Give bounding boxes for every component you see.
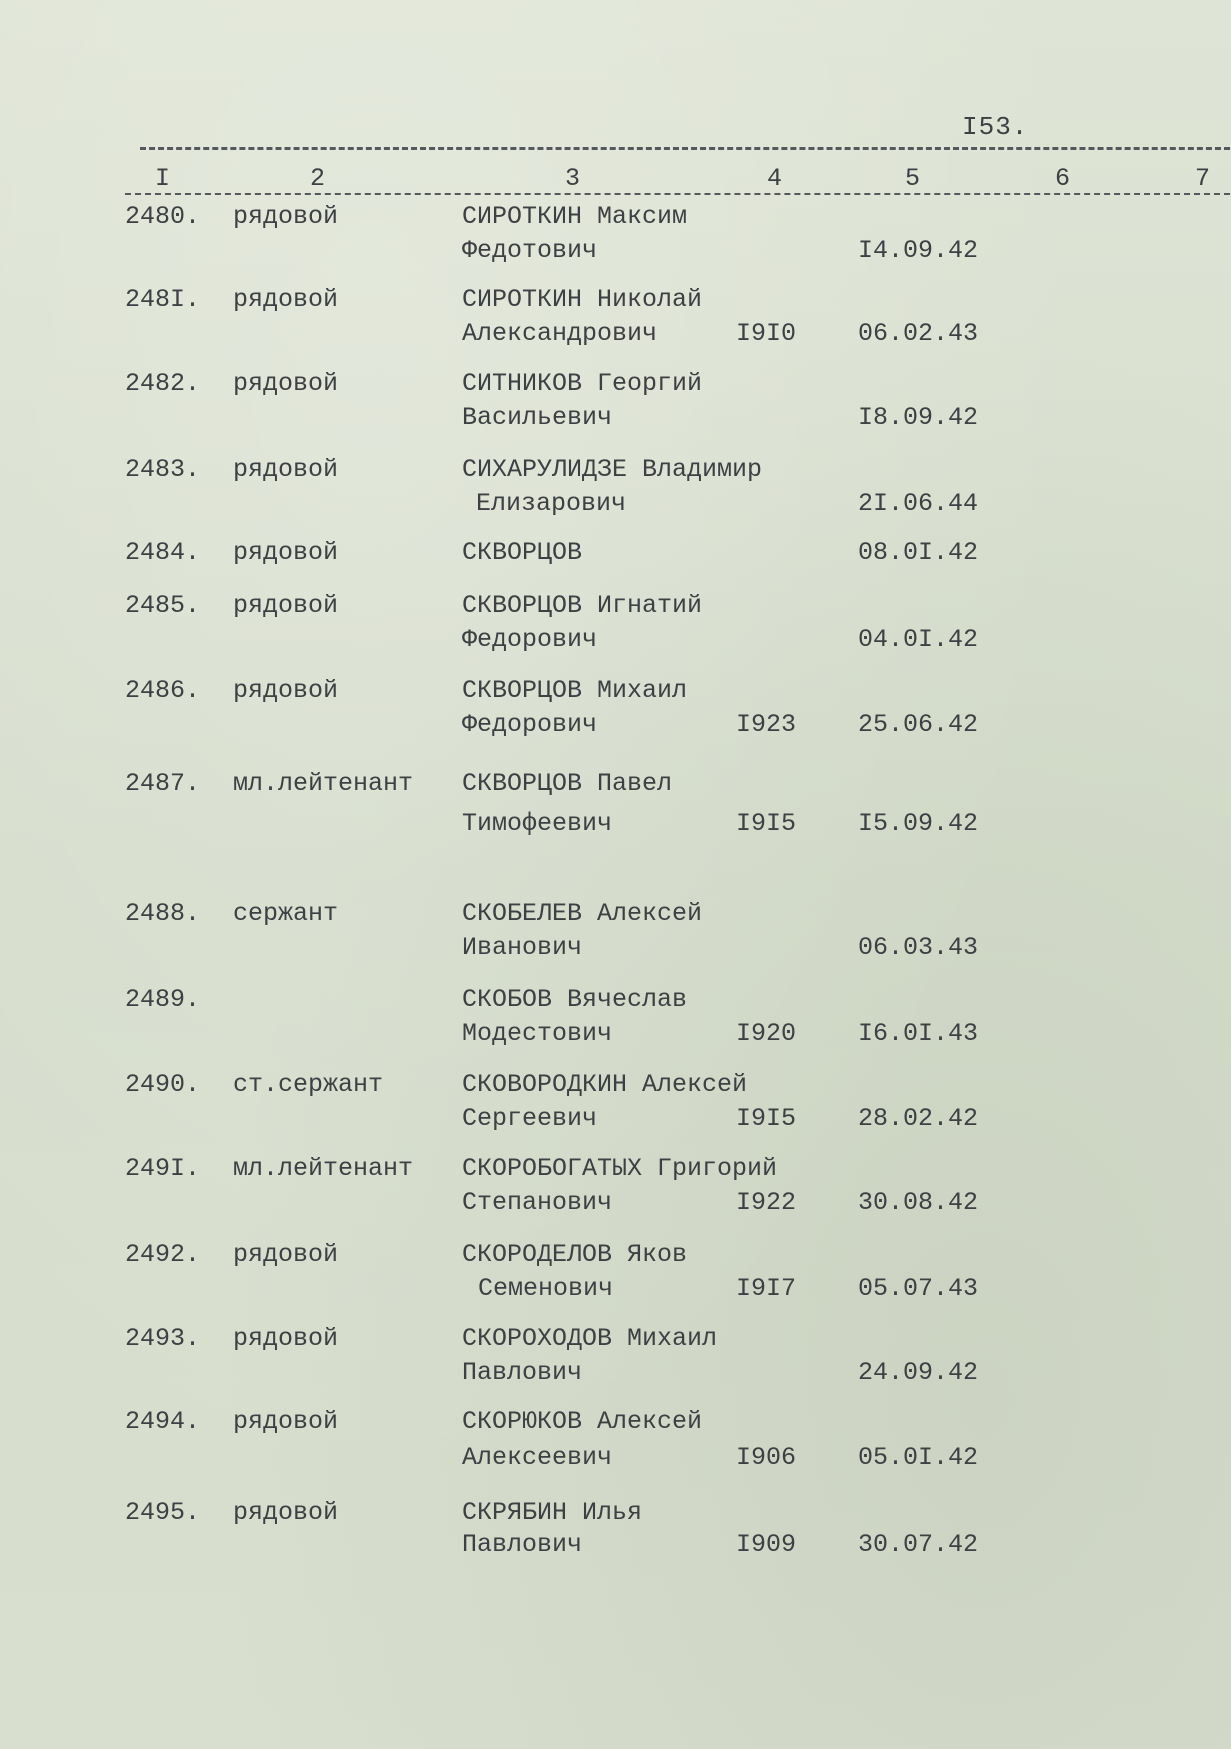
column-header-2: 2 <box>310 164 326 193</box>
record-birth-year: I906 <box>736 1443 797 1472</box>
record-name: СКОРОХОДОВ Михаил <box>462 1324 718 1353</box>
record-patronymic: Иванович <box>462 933 583 962</box>
record-number: 2490. <box>125 1070 201 1099</box>
record-number: 2486. <box>125 676 201 705</box>
column-header-4: 4 <box>767 164 783 193</box>
record-number: 249I. <box>125 1154 201 1183</box>
column-header-1: I <box>155 164 171 193</box>
record-birth-year: I9I0 <box>736 319 797 348</box>
record-name: СКОРОБОГАТЫХ Григорий <box>462 1154 778 1183</box>
record-name: СИХАРУЛИДЗЕ Владимир <box>462 455 763 484</box>
record-rank: рядовой <box>233 1407 339 1436</box>
record-name: СКВОРЦОВ Павел <box>462 769 673 798</box>
record-date: 30.08.42 <box>858 1188 979 1217</box>
record-patronymic: Елизарович <box>476 489 627 518</box>
record-patronymic: Модестович <box>462 1019 613 1048</box>
record-number: 2485. <box>125 591 201 620</box>
record-date: 30.07.42 <box>858 1530 979 1559</box>
record-number: 2483. <box>125 455 201 484</box>
record-date: 24.09.42 <box>858 1358 979 1387</box>
record-birth-year: I9I5 <box>736 809 797 838</box>
record-date: I6.0I.43 <box>858 1019 979 1048</box>
record-number: 2480. <box>125 202 201 231</box>
record-rank: рядовой <box>233 285 339 314</box>
record-patronymic: Тимофеевич <box>462 809 613 838</box>
record-number: 2487. <box>125 769 201 798</box>
record-name: СИРОТКИН Максим <box>462 202 688 231</box>
column-header-6: 6 <box>1055 164 1071 193</box>
record-birth-year: I909 <box>736 1530 797 1559</box>
record-number: 2482. <box>125 369 201 398</box>
record-birth-year: I920 <box>736 1019 797 1048</box>
record-number: 248I. <box>125 285 201 314</box>
record-number: 2494. <box>125 1407 201 1436</box>
record-birth-year: I9I7 <box>736 1274 797 1303</box>
record-patronymic: Федорович <box>462 710 598 739</box>
record-name: СКВОРЦОВ Игнатий <box>462 591 703 620</box>
record-name: СКОБОВ Вячеслав <box>462 985 688 1014</box>
record-name: СКВОРЦОВ <box>462 538 583 567</box>
record-name: СИТНИКОВ Георгий <box>462 369 703 398</box>
column-header-5: 5 <box>905 164 921 193</box>
record-patronymic: Сергеевич <box>462 1104 598 1133</box>
record-rank: рядовой <box>233 538 339 567</box>
record-rank: рядовой <box>233 591 339 620</box>
record-name: СКОРОДЕЛОВ Яков <box>462 1240 688 1269</box>
record-date: 08.0I.42 <box>858 538 979 567</box>
record-name: СИРОТКИН Николай <box>462 285 703 314</box>
page-number: I53. <box>962 112 1029 142</box>
record-number: 2488. <box>125 899 201 928</box>
record-patronymic: Павлович <box>462 1358 583 1387</box>
record-patronymic: Федотович <box>462 236 598 265</box>
record-birth-year: I922 <box>736 1188 797 1217</box>
column-header-3: 3 <box>565 164 581 193</box>
record-date: I5.09.42 <box>858 809 979 838</box>
record-name: СКРЯБИН Илья <box>462 1498 643 1527</box>
record-date: I4.09.42 <box>858 236 979 265</box>
record-patronymic: Александрович <box>462 319 658 348</box>
record-patronymic: Семенович <box>478 1274 614 1303</box>
record-patronymic: Федорович <box>462 625 598 654</box>
record-rank: сержант <box>233 899 339 928</box>
record-number: 2493. <box>125 1324 201 1353</box>
record-birth-year: I9I5 <box>736 1104 797 1133</box>
record-date: 06.03.43 <box>858 933 979 962</box>
record-date: 04.0I.42 <box>858 625 979 654</box>
record-rank: мл.лейтенант <box>233 1154 414 1183</box>
record-rank: рядовой <box>233 369 339 398</box>
record-patronymic: Васильевич <box>462 403 613 432</box>
record-rank: рядовой <box>233 1240 339 1269</box>
record-date: 06.02.43 <box>858 319 979 348</box>
record-rank: рядовой <box>233 1498 339 1527</box>
column-header-7: 7 <box>1195 164 1211 193</box>
record-rank: ст.сержант <box>233 1070 384 1099</box>
record-date: 2I.06.44 <box>858 489 979 518</box>
record-name: СКОРЮКОВ Алексей <box>462 1407 703 1436</box>
record-rank: рядовой <box>233 202 339 231</box>
column-header-underline <box>125 193 1230 195</box>
record-patronymic: Алексеевич <box>462 1443 613 1472</box>
record-number: 2489. <box>125 985 201 1014</box>
header-divider <box>140 147 1230 150</box>
record-rank: рядовой <box>233 455 339 484</box>
record-patronymic: Павлович <box>462 1530 583 1559</box>
record-number: 2484. <box>125 538 201 567</box>
record-name: СКОВОРОДКИН Алексей <box>462 1070 748 1099</box>
record-number: 2492. <box>125 1240 201 1269</box>
record-date: I8.09.42 <box>858 403 979 432</box>
record-rank: рядовой <box>233 676 339 705</box>
record-number: 2495. <box>125 1498 201 1527</box>
record-date: 05.0I.42 <box>858 1443 979 1472</box>
record-date: 28.02.42 <box>858 1104 979 1133</box>
record-date: 05.07.43 <box>858 1274 979 1303</box>
record-name: СКОБЕЛЕВ Алексей <box>462 899 703 928</box>
record-rank: рядовой <box>233 1324 339 1353</box>
record-birth-year: I923 <box>736 710 797 739</box>
record-date: 25.06.42 <box>858 710 979 739</box>
record-rank: мл.лейтенант <box>233 769 414 798</box>
record-name: СКВОРЦОВ Михаил <box>462 676 688 705</box>
record-patronymic: Степанович <box>462 1188 613 1217</box>
